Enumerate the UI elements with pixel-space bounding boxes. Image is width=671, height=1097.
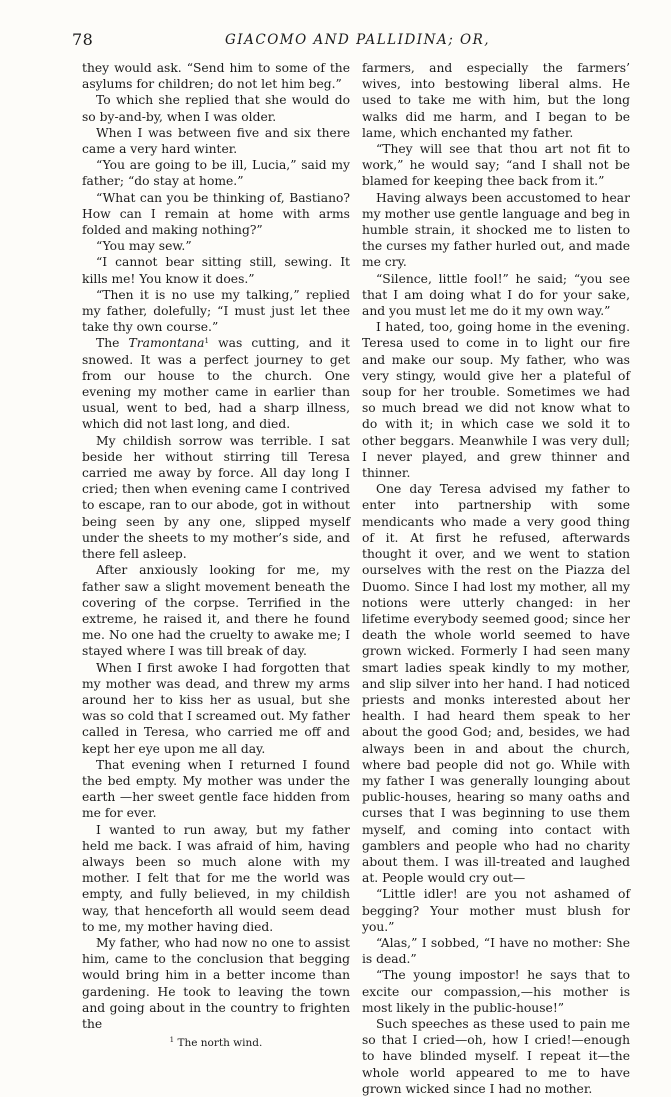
running-title: GIACOMO AND PALLIDINA; OR, [225,32,491,48]
italic-term: Tramontana [128,336,205,351]
page-header [0,26,671,50]
right-column [362,60,630,1097]
paragraph: “They will see that thou art not fit to work,” he would say; “and I shall not be blamed for keeping thee back from it.” [362,142,630,189]
paragraph-text: was cutting, and it snowed. It was a perfect journey to get from our house to the church. One evening my mother came in earlier than usual, went to bed, had a sharp illness, which did not last long, and died. [82,336,350,432]
paragraph: “You may sew.” [96,239,192,254]
footnote-marker: 1 [204,337,209,346]
paragraph: “What can you be thinking of, Bastiano? How can I remain at home with arms folded and making nothing?” [82,190,350,238]
paragraph-text: The [96,336,129,351]
paragraph: To which she replied that she would do so by-and-by, when I was older. [82,93,350,124]
paragraph: My father, who had now no one to assist him, came to the conclusion that begging would bring him in a better income than gardening. He took to leaving the town and going about in the country to frighten the [82,935,350,1031]
paragraph: Such speeches as these used to pain me so that I cried—oh, how I cried!—enough to have blinded myself. I repeat it—the whole world appeared to me to have grown wicked since I had no mother. [362,1016,630,1096]
paragraph: When I first awoke I had forgotten that my mother was dead, and threw my arms around her to kiss her as usual, but she was so cold that I screamed out. My father called in Teresa, who carried me off and kept her eye upon me all day. [82,660,350,756]
paragraph: “I cannot bear sitting still, sewing. It kills me! You know it does.” [82,255,350,286]
paragraph: “The young impostor! he says that to excite our compassion,—his mother is most likely in the public-house!” [362,968,630,1015]
paragraph: I wanted to run away, but my father held me back. I was afraid of him, having always been so much alone with my mother. I felt that for me the world was empty, and fully believed, in my childish way, that henceforth all would seem dead to me, my mother having died. [82,822,350,934]
paragraph: When I was between five and six there came a very hard winter. [82,125,350,157]
paragraph: I hated, too, going home in the evening. Teresa used to come in to light our fire and make our soup. My father, who was very stingy, would give her a plateful of soup for her trouble. Sometimes we had so much bread we did not know what to do with it; in which case we sold it to other beggars. Meanwhile I was very dull; I never played, and grew thinner and thinner. [362,320,630,481]
footnote-number: 1 [169,1036,175,1045]
paragraph: “Then it is no use my talking,” replied my father, dolefully; “I must just let thee take thy own course.” [82,287,350,335]
paragraph: they would ask. “Send him to some of the asylums for children; do not let him beg.” [82,61,350,92]
paragraph-tramontana [82,335,350,432]
paragraph: One day Teresa advised my father to enter into partnership with some mendicants who made a very good thing of it. At first he refused, afterwards thought it over, and we went to station ourselves with the rest on the Piazza del Duomo. Since I had lost my mother, all my notions were utterly changed: in her lifetime everybody seemed good; since her death the whole world seemed to have grown wicked. Formerly I had seen many smart ladies speak kindly to my mother, and slip silver into her hand. I had noticed priests and monks interested about her health. I had heard them speak to her about the good God; and, besides, we had always been in and about the church, where bad people did not go. While with my father I was generally lounging about public-houses, hearing so many oaths and curses that I was beginning to use them myself, and coming into contact with gamblers and people who had no charity about them. I was ill-treated and laughed at. People would cry out— [362,482,630,886]
page-number: 78 [72,30,94,49]
paragraph: “You are going to be ill, Lucia,” said my father; “do stay at home.” [82,158,350,189]
paragraph: “Alas,” I sobbed, “I have no mother: She is dead.” [362,935,630,967]
paragraph: After anxiously looking for me, my father saw a slight movement beneath the covering of the corpse. Terrified in the extreme, he raised it, and there he found me. No one had the cruelty to awake me; I stayed where I was till break of day. [82,563,350,659]
paragraph: “Little idler! are you not ashamed of begging? Your mother must blush for you.” [362,887,630,934]
footnote-text: The north wind. [177,1037,263,1050]
footnote [82,1036,350,1050]
paragraph: Having always been accustomed to hear my mother use gentle language and beg in humble strain, it shocked me to listen to the curses my father hurled out, and made me cry. [362,190,630,270]
paragraph: farmers, and especially the farmers’ wives, into bestowing liberal alms. He used to take me with him, but the long walks did me harm, and I began to be lame, which enchanted my father. [362,61,630,140]
paragraph: My childish sorrow was terrible. I sat beside her without stirring till Teresa carried me away by force. All day long I cried; then when evening came I contrived to escape, ran to our abode, got in without being seen by any one, slipped myself under the sheets to my mother’s side, and there fell asleep. [82,433,350,562]
left-column [82,60,350,1050]
paragraph: “Silence, little fool!” he said; “you see that I am doing what I do for your sake, and you must let me do it my own way.” [362,271,630,319]
paragraph: That evening when I returned I found the bed empty. My mother was under the earth —her sweet gentle face hidden from me for ever. [82,757,350,821]
